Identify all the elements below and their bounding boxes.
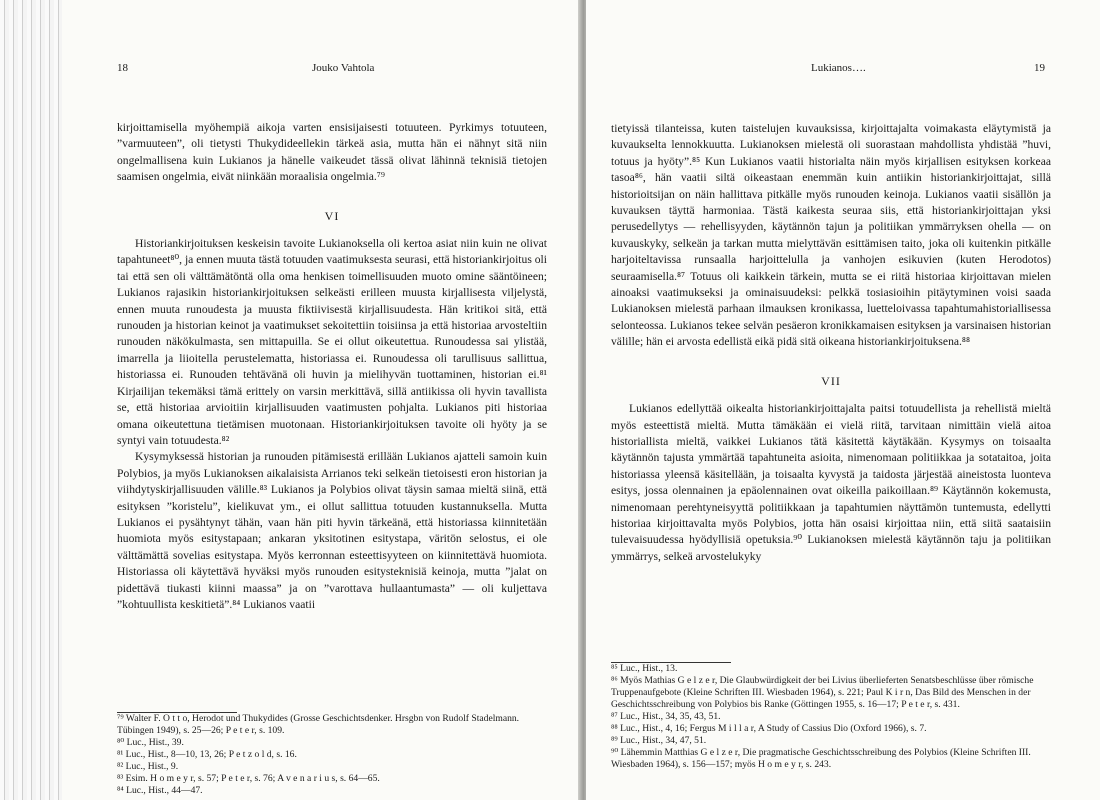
paragraph: tietyissä tilanteissa, kuten taistelujen kuvauksissa, kirjoittajalta voimakasta eläytymistä ja kuvaukselta lennokkuutta. Lukianoksen mielestä oli suorastaan mahdollista yhdistää ”huvi, totuus ja hyöty”.⁸⁵ Kun Lukianos vaatii historialta näin myös kirjallisen esityksen korkeaa tasoa⁸⁶, hän vaatii siltä oikeastaan enemmän kuin antiikin historiankirjoittajat, sillä historioitsijan on näin hallittava pitkälle myös runouden keinoja. Lukianos vaatii sisällön ja kuvauksen täyttä harmoniaa. Tästä kaikesta seuraa siis, että historiankirjoittajan yksi perusedellytys — rehellisyyden, käytännön tajun ja politiikan ymmärryksen ohella — on kuvauskyky, selkeän ja tarkan mutta mielyttävän esittämisen taito, joka oli kuitenkin pitkälle harjoiteltavissa runsaalla harjoittelulla ja vanhojen esikuvien (kuten Herodotos) seuraamisella.⁸⁷ Totuus oli kaikkein tärkein, mutta se ei riitä historiaa kirjoittavan mielen ainoaksi vaatimukseksi ja ominaisuudeksi: pelkkä tosiasioihin pitäytyminen voisi saada Lukianoksen mielestä parhaan ilmauksen kronikassa, luetteloivassa tapahtumahistoriallisessa selonteossa. Lukianos tekee selvän pesäeron kronikkamaisen esityksen ja varsinaisen historian välille; hän ei arvosta edellistä eikä pidä sitä oikeana historiankirjoituksena.⁸⁸	[611, 122, 1051, 349]
footnote: ⁸¹ Luc., Hist., 8—10, 13, 26; P e t z o l d, s. 16.	[117, 749, 297, 760]
page-number-right: 19	[1034, 62, 1045, 74]
paragraph: Lukianos edellyttää oikealta historiankirjoittajalta paitsi totuudellista ja rehellistä mieltä myös esteettistä mieltä. Mutta tämäkään ei vielä riitä, tarvitaan nimittäin vielä aitoa historiallista mieltä, vaikkei Lukianos tätä käsitettä käytäkään. Kysymys on toisaalta käytännön tajusta ymmärtää tapahtuneita asioita, nimenomaan politiikkaa ja sotataitoa, joita historiassa yleensä käsitellään, ja toisaalta kyvystä ja taidosta järjestää aineistosta luonteva esitys, jossa olennainen ja epäolennainen ovat oikeilla paikoillaan.⁸⁹ Käytännön kokemusta, nimenomaan perehtyneisyyttä politiikkaan ja tapahtumien näyttämön tuntemusta, edellytti historiaa kirjoittavalta myös Polybios, jotta hän osaisi kirjoittaa niin, että siitä saataisiin tulevaisuudessa hyödyllisiä opetuksia.⁹⁰ Lukianoksen mielestä käytännön taju ja politiikan ymmärrys, selkeä arvostelukyky	[611, 402, 1051, 563]
footnote: ⁸³ Esim. H o m e y r, s. 57; P e t e r, s. 76; A v e n a r i u s, s. 64—65.	[117, 773, 380, 784]
footnote: ⁸⁸ Luc., Hist., 4, 16; Fergus M i l l a r, A Study of Cassius Dio (Oxford 1966), s. 7.	[611, 723, 927, 734]
paragraph: Kysymyksessä historian ja runouden pitämisestä erillään Lukianos ajatteli samoin kuin Polybios, ja myös Lukianoksen aikalaisista Arrianos teki selkeän tietoisesti eron historian ja viihdytyskirjallisuuden välille.⁸³ Lukianos ja Polybios olivat täysin samaa mieltä siinä, että esityksen ”koristelu”, kielikuvat ym., ei ollut sallittua totuuden kustannuksella. Mutta Lukianos ei pysähtynyt tähän, vaan hän piti hyvin tärkeänä, että historiassa kiinnitetään huomiota myös esitystapaan; ankaran yksitotinen esitystapa, väritön selostus, ei ole välttämättä sovelias esitystapa. Myös kerronnan esteettisyyteen on kiinnitettävä huomiota. Historiassa oli käytettävä hyväksi myös runouden esitysteknisiä keinoja, mutta ”jalat on pidettävä tiukasti kiinni maassa” ja on ”varottava hullaantumasta” — oli kuljettava ”kohtuullista keskitietä”.⁸⁴ Lukianos vaatii	[117, 450, 547, 611]
left-body	[117, 120, 547, 613]
footnotes-right	[611, 662, 1051, 771]
footnote: ⁹⁰ Lähemmin Matthias G e l z e r, Die pragmatische Geschichtsschreibung des Polybios (Kleine Schriften III. Wiesbaden 1964), s. 156—157; myös H o m e y r, s. 243.	[611, 747, 1031, 770]
page-number-left: 18	[117, 62, 128, 74]
footnote: ⁸⁴ Luc., Hist., 44—47.	[117, 785, 203, 796]
paragraph: Historiankirjoituksen keskeisin tavoite Lukianoksella oli kertoa asiat niin kuin ne olivat tapahtuneet⁸⁰, ja ennen muuta tästä totuuden vaatimuksesta seurasi, että historiankirjoitus oli tai että sen oli välttämätöntä olla oma henkisen toimellisuuden muoto omine sääntöineen; Lukianos rajasikin historiankirjoituksen selkeästi erilleen muusta kirjallisesta viljelystä, ennen muuta runoudesta ja muusta fiktiivisestä kirjallisuudesta. Hän kritikoi sitä, että runouden ja historian keinot ja vaatimukset sekoitettiin toisiinsa ja että historiaa arvosteltiin runouden näkökulmasta, sen mittapuilla. Se ei ollut oikeutettua. Runoudessa sai ylistää, imarrella ja liioitella perustelematta, historiassa ei. Runoudessa oli tarullisuus sallittua, historiassa ei. Runouden tehtävänä oli huvin ja mielihyvän tuottaminen, historian ei.⁸¹ Kirjailijan tekemäksi tämä erittely on varsin merkittävä, sillä antiikissa oli hyvin tavallista se, että historiaa arvioitiin kirjallisuuden vaatimusten pohjalta. Lukianos piti historiaa omana oikeutettuna tietämisen muotonaan. Historiankirjoituksen tavoite oli hyöty ja se syntyi vain totuudesta.⁸²	[117, 237, 547, 447]
footnote: ⁸⁰ Luc., Hist., 39.	[117, 737, 184, 748]
footnote: ⁸² Luc., Hist., 9.	[117, 761, 179, 772]
section-heading: VI	[324, 208, 340, 223]
footnote: ⁸⁷ Luc., Hist., 34, 35, 43, 51.	[611, 711, 721, 722]
running-head-right: Lukianos….	[811, 62, 866, 74]
right-page	[586, 0, 1100, 800]
footnote: ⁸⁹ Luc., Hist., 34, 47, 51.	[611, 735, 707, 746]
footnote: ⁸⁵ Luc., Hist., 13.	[611, 663, 678, 674]
section-heading: VII	[821, 373, 841, 388]
footnotes-left	[117, 712, 547, 797]
right-body	[611, 121, 1051, 565]
page-edges	[0, 0, 62, 800]
running-head-left: Jouko Vahtola	[312, 62, 375, 74]
paragraph: kirjoittamisella myöhempiä aikoja varten ensisijaisesti totuuteen. Pyrkimys totuuteen, ”varmuuteen”, oli tietysti Thukydideellekin tärkeä asia, mutta hän ei nähnyt sitä niin ongelmallisena kuin Lukianos ja hänelle vaikeudet tässä olivat lähinnä teknisiä tietojen saamisen ongelmia, eivät niinkään moraalisia ongelmia.⁷⁹	[117, 121, 547, 184]
footnote: ⁷⁹ Walter F. O t t o, Herodot und Thukydides (Grosse Geschichtsdenker. Hrsgbn von Rudolf Stadelmann. Tübingen 1949), s. 25—26; P e t e r, s. 109.	[117, 713, 520, 736]
left-page	[62, 0, 582, 800]
footnote: ⁸⁶ Myös Mathias G e l z e r, Die Glaubwürdigkeit der bei Livius überlieferten Senatsbeschlüsse über römische Truppenaufgebote (Kleine Schriften III. Wiesbaden 1964), s. 221; Paul K i r n, Das Bild des Menschen in der Geschichtsschreibung von Polybios bis Ranke (Göttingen 1955, s. 16—17; P e t e r, s. 431.	[611, 675, 1034, 710]
